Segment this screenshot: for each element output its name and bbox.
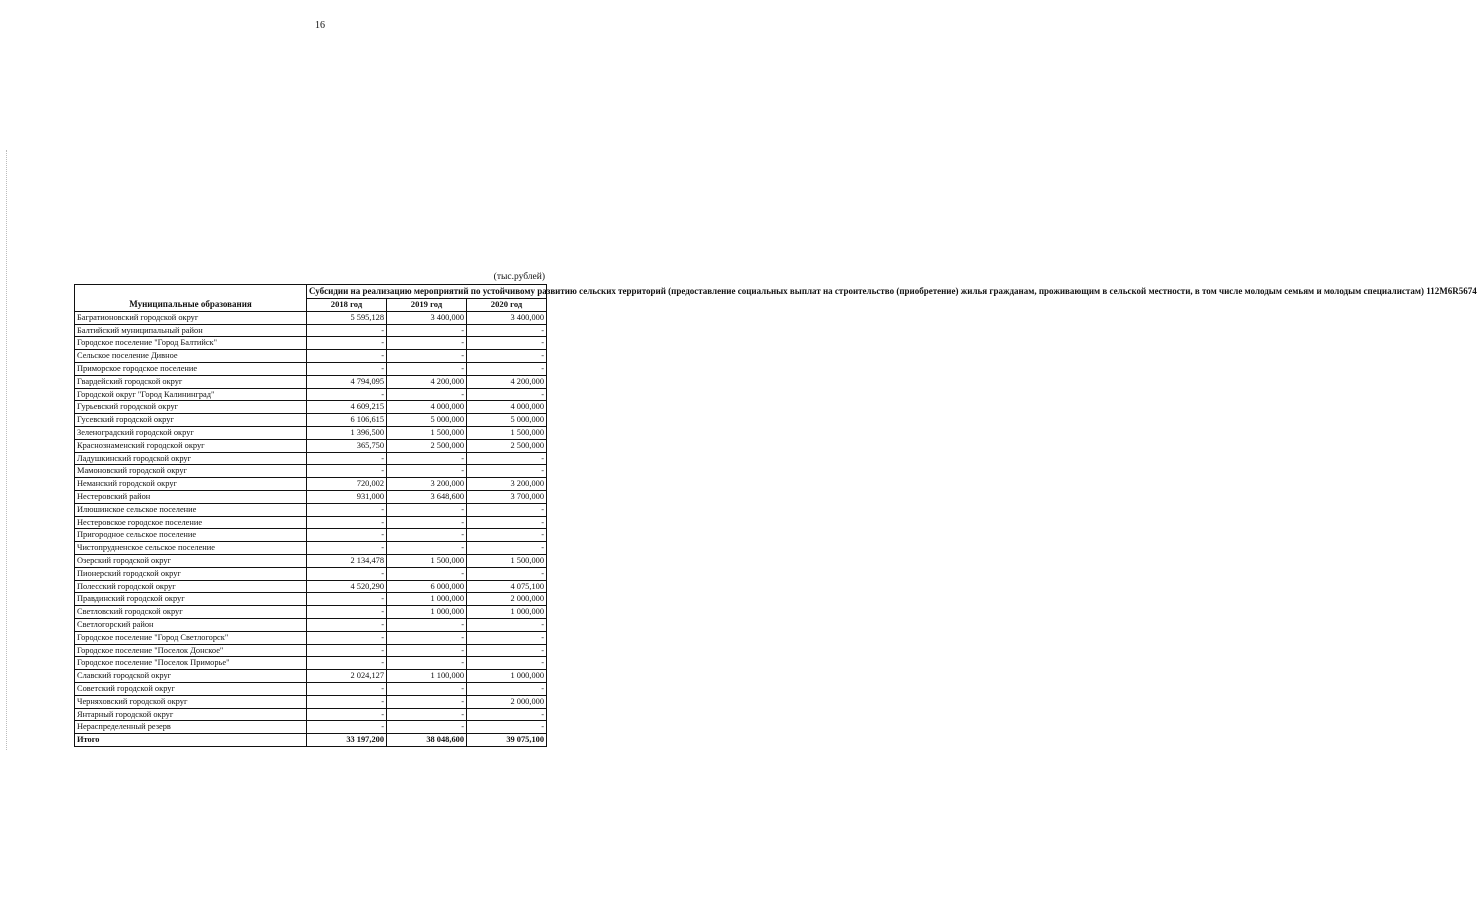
value-2020: 4 000,000 <box>467 401 547 414</box>
value-2018: - <box>307 516 387 529</box>
value-2018: 4 794,095 <box>307 375 387 388</box>
value-2018: - <box>307 503 387 516</box>
value-2019: 6 000,000 <box>387 580 467 593</box>
table-row <box>75 708 547 721</box>
value-2019: 1 100,000 <box>387 670 467 683</box>
value-2019: - <box>387 465 467 478</box>
value-2020: 1 500,000 <box>467 426 547 439</box>
municipality-column-header: Муниципальные образования <box>75 285 307 312</box>
year-header-2019: 2019 год <box>387 299 467 312</box>
value-2020: - <box>467 452 547 465</box>
municipality-name: Сельское поселение Дивное <box>75 350 307 363</box>
value-2019: - <box>387 618 467 631</box>
value-2020: 2 000,000 <box>467 593 547 606</box>
value-2018: - <box>307 657 387 670</box>
value-2019: - <box>387 542 467 555</box>
value-2020: - <box>467 631 547 644</box>
value-2019: - <box>387 708 467 721</box>
value-2019: 3 648,600 <box>387 490 467 503</box>
value-2018: - <box>307 631 387 644</box>
table-row <box>75 721 547 734</box>
value-2018: - <box>307 388 387 401</box>
value-2020: - <box>467 324 547 337</box>
municipality-name: Зеленоградский городской округ <box>75 426 307 439</box>
value-2020: 4 200,000 <box>467 375 547 388</box>
value-2020: - <box>467 388 547 401</box>
value-2019: 4 200,000 <box>387 375 467 388</box>
total-2018: 33 197,200 <box>307 734 387 747</box>
value-2020: 3 700,000 <box>467 490 547 503</box>
table-row <box>75 567 547 580</box>
municipality-name: Полесский городской округ <box>75 580 307 593</box>
municipality-name: Нестеровское городское поселение <box>75 516 307 529</box>
municipality-name: Черняховский городской округ <box>75 695 307 708</box>
table-row <box>75 503 547 516</box>
value-2018: 931,000 <box>307 490 387 503</box>
municipality-name: Гвардейский городской округ <box>75 375 307 388</box>
municipality-name: Илюшинское сельское поселение <box>75 503 307 516</box>
value-2018: - <box>307 682 387 695</box>
unit-label: (тыс.рублей) <box>493 272 545 282</box>
value-2018: 6 106,615 <box>307 414 387 427</box>
value-2019: - <box>387 516 467 529</box>
table-row <box>75 490 547 503</box>
value-2019: - <box>387 337 467 350</box>
table-row <box>75 631 547 644</box>
value-2018: - <box>307 618 387 631</box>
table-row <box>75 580 547 593</box>
value-2019: - <box>387 388 467 401</box>
table-row <box>75 452 547 465</box>
value-2019: - <box>387 567 467 580</box>
value-2018: - <box>307 452 387 465</box>
municipality-name: Советский городской округ <box>75 682 307 695</box>
value-2018: 720,002 <box>307 478 387 491</box>
table-row <box>75 670 547 683</box>
table-row <box>75 401 547 414</box>
municipality-name: Гурьевский городской округ <box>75 401 307 414</box>
value-2018: - <box>307 542 387 555</box>
table-row <box>75 529 547 542</box>
municipality-name: Неманский городской округ <box>75 478 307 491</box>
municipality-name: Городской округ "Город Калининград" <box>75 388 307 401</box>
value-2020: - <box>467 542 547 555</box>
table-row <box>75 362 547 375</box>
value-2019: - <box>387 721 467 734</box>
table-row <box>75 478 547 491</box>
value-2019: 3 200,000 <box>387 478 467 491</box>
subsidy-column-header: Субсидии на реализацию мероприятий по устойчивому развитию сельских территорий (предоставление социальных выплат на строительство (приобретение) жилья гражданам, проживающим в сельской местности, в том числе молодым семьям и молодым специалистам) 112М6R5674 <box>307 285 547 299</box>
table-row <box>75 311 547 324</box>
value-2018: 2 134,478 <box>307 554 387 567</box>
table-row <box>75 350 547 363</box>
total-row <box>75 734 547 747</box>
value-2020: - <box>467 721 547 734</box>
value-2018: 4 609,215 <box>307 401 387 414</box>
municipality-name: Славский городской округ <box>75 670 307 683</box>
value-2019: 1 000,000 <box>387 606 467 619</box>
table-row <box>75 465 547 478</box>
value-2019: - <box>387 503 467 516</box>
table-row <box>75 414 547 427</box>
subsidy-table <box>74 284 1477 747</box>
value-2018: - <box>307 721 387 734</box>
value-2019: - <box>387 324 467 337</box>
municipality-name: Городское поселение "Поселок Приморье" <box>75 657 307 670</box>
value-2019: - <box>387 644 467 657</box>
value-2019: - <box>387 682 467 695</box>
total-label: Итого <box>75 734 307 747</box>
municipality-name: Пригородное сельское поселение <box>75 529 307 542</box>
value-2020: - <box>467 465 547 478</box>
table-body <box>75 311 547 733</box>
value-2020: - <box>467 362 547 375</box>
municipality-name: Краснознаменский городской округ <box>75 439 307 452</box>
municipality-name: Светловский городской округ <box>75 606 307 619</box>
value-2019: - <box>387 695 467 708</box>
municipality-name: Мамоновский городской округ <box>75 465 307 478</box>
value-2018: - <box>307 593 387 606</box>
value-2018: - <box>307 708 387 721</box>
municipality-name: Озерский городской округ <box>75 554 307 567</box>
municipality-name: Нераспределенный резерв <box>75 721 307 734</box>
municipality-name: Чистопрудненское сельское поселение <box>75 542 307 555</box>
page-number: 16 <box>315 20 325 31</box>
value-2020: 1 000,000 <box>467 670 547 683</box>
value-2019: 3 400,000 <box>387 311 467 324</box>
value-2019: - <box>387 529 467 542</box>
scan-margin-line <box>6 150 8 750</box>
table-row <box>75 618 547 631</box>
table-row <box>75 324 547 337</box>
municipality-name: Городское поселение "Город Светлогорск" <box>75 631 307 644</box>
value-2019: - <box>387 350 467 363</box>
value-2020: - <box>467 657 547 670</box>
value-2020: 2 500,000 <box>467 439 547 452</box>
value-2019: 4 000,000 <box>387 401 467 414</box>
table-row <box>75 657 547 670</box>
year-header-2020: 2020 год <box>467 299 547 312</box>
value-2020: 3 400,000 <box>467 311 547 324</box>
value-2020: 4 075,100 <box>467 580 547 593</box>
value-2019: - <box>387 452 467 465</box>
municipality-name: Балтийский муниципальный район <box>75 324 307 337</box>
value-2020: - <box>467 644 547 657</box>
table-row <box>75 644 547 657</box>
value-2020: 1 500,000 <box>467 554 547 567</box>
value-2019: 1 000,000 <box>387 593 467 606</box>
table-row <box>75 554 547 567</box>
value-2019: - <box>387 631 467 644</box>
municipality-name: Городское поселение "Город Балтийск" <box>75 337 307 350</box>
table-row <box>75 542 547 555</box>
value-2018: 5 595,128 <box>307 311 387 324</box>
value-2020: - <box>467 503 547 516</box>
value-2018: 4 520,290 <box>307 580 387 593</box>
value-2018: - <box>307 465 387 478</box>
municipality-name: Нестеровский район <box>75 490 307 503</box>
value-2020: 2 000,000 <box>467 695 547 708</box>
value-2020: - <box>467 350 547 363</box>
table-row <box>75 388 547 401</box>
value-2018: - <box>307 350 387 363</box>
value-2018: - <box>307 644 387 657</box>
value-2020: - <box>467 708 547 721</box>
value-2018: 1 396,500 <box>307 426 387 439</box>
value-2020: 1 000,000 <box>467 606 547 619</box>
value-2020: 5 000,000 <box>467 414 547 427</box>
year-header-2018: 2018 год <box>307 299 387 312</box>
table-row <box>75 375 547 388</box>
municipality-name: Багратионовский городской округ <box>75 311 307 324</box>
value-2019: 1 500,000 <box>387 426 467 439</box>
value-2020: - <box>467 516 547 529</box>
value-2020: 3 200,000 <box>467 478 547 491</box>
municipality-name: Пионерский городской округ <box>75 567 307 580</box>
municipality-name: Правдинский городской округ <box>75 593 307 606</box>
municipality-name: Приморское городское поселение <box>75 362 307 375</box>
table-row <box>75 695 547 708</box>
value-2018: - <box>307 529 387 542</box>
table-row <box>75 337 547 350</box>
total-2020: 39 075,100 <box>467 734 547 747</box>
value-2020: - <box>467 618 547 631</box>
value-2018: - <box>307 337 387 350</box>
municipality-name: Гусевский городской округ <box>75 414 307 427</box>
value-2020: - <box>467 682 547 695</box>
municipality-name: Светлогорский район <box>75 618 307 631</box>
value-2020: - <box>467 529 547 542</box>
municipality-name: Янтарный городской округ <box>75 708 307 721</box>
value-2020: - <box>467 337 547 350</box>
table-row <box>75 426 547 439</box>
value-2019: 1 500,000 <box>387 554 467 567</box>
value-2018: 365,750 <box>307 439 387 452</box>
value-2019: - <box>387 362 467 375</box>
value-2019: 2 500,000 <box>387 439 467 452</box>
table-row <box>75 593 547 606</box>
value-2020: - <box>467 567 547 580</box>
table-row <box>75 439 547 452</box>
value-2018: - <box>307 695 387 708</box>
value-2019: - <box>387 657 467 670</box>
municipality-name: Городское поселение "Поселок Донское" <box>75 644 307 657</box>
value-2019: 5 000,000 <box>387 414 467 427</box>
value-2018: - <box>307 324 387 337</box>
table-row <box>75 516 547 529</box>
total-2019: 38 048,600 <box>387 734 467 747</box>
value-2018: - <box>307 567 387 580</box>
municipality-name: Ладушкинский городской округ <box>75 452 307 465</box>
table-row <box>75 682 547 695</box>
table-row <box>75 606 547 619</box>
value-2018: - <box>307 606 387 619</box>
value-2018: - <box>307 362 387 375</box>
value-2018: 2 024,127 <box>307 670 387 683</box>
